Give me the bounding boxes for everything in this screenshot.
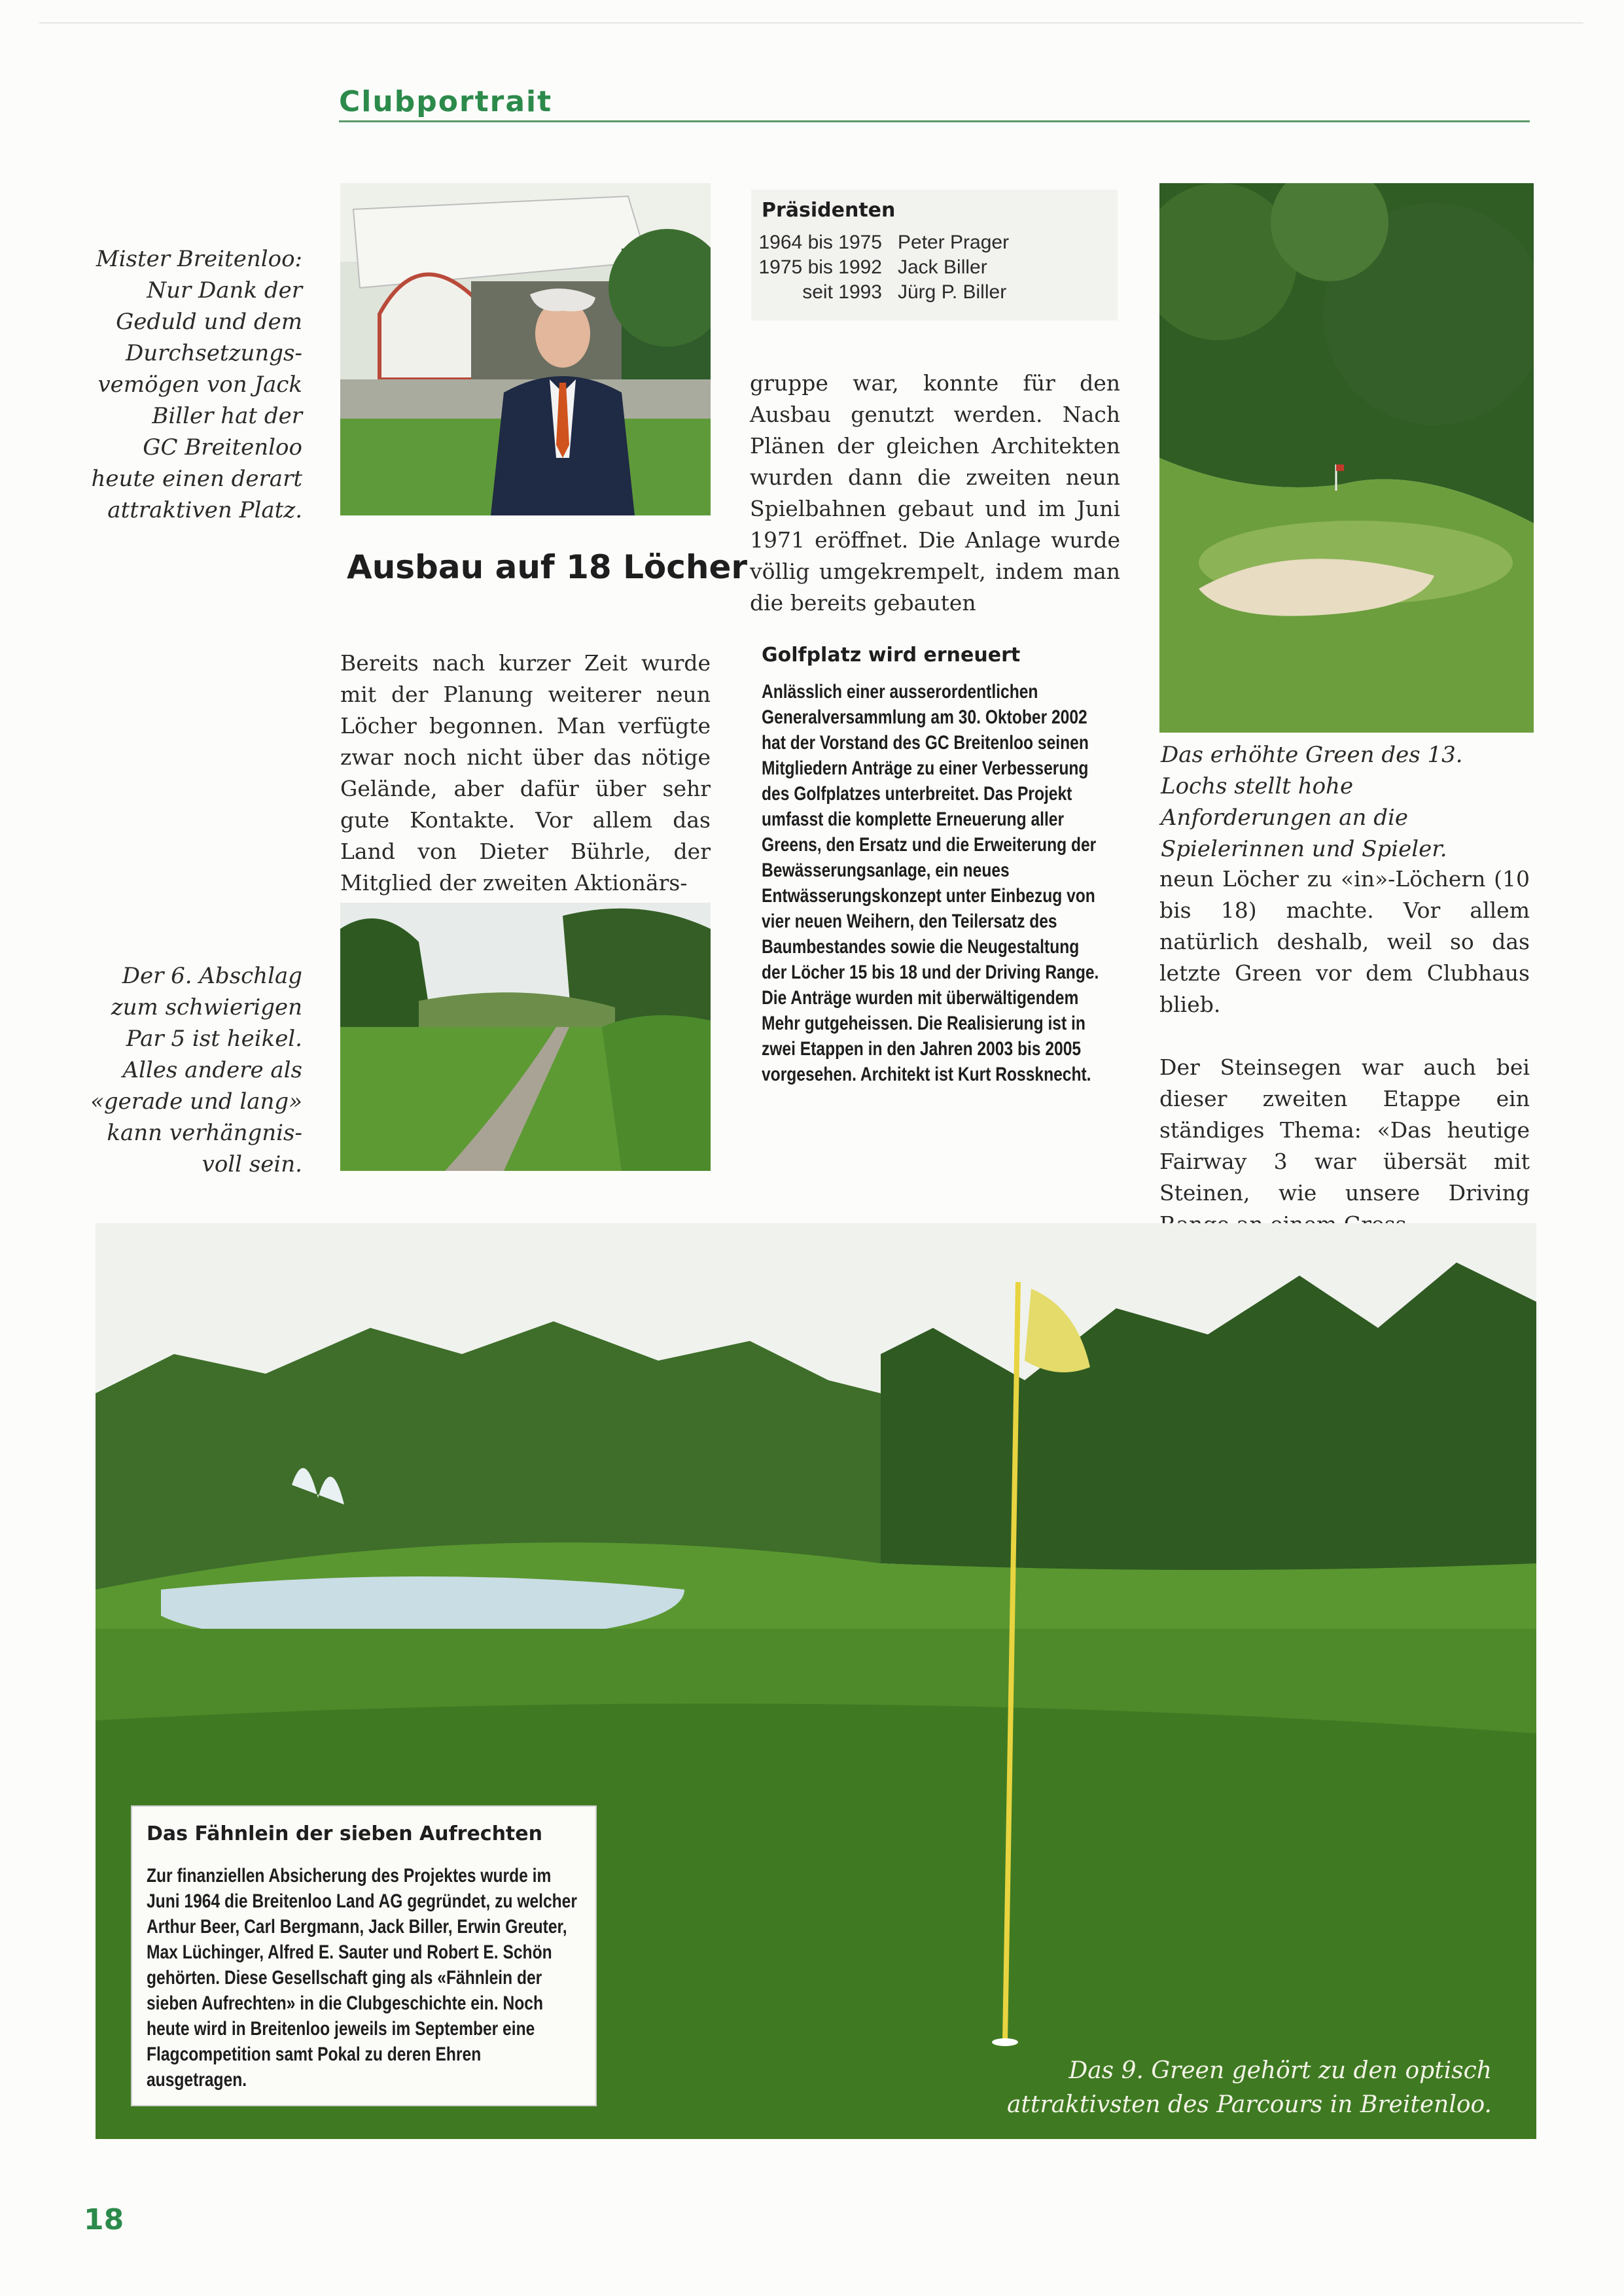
president-row	[751, 280, 1118, 305]
top-rule	[39, 22, 1583, 24]
golfplatz-text: Anlässlich einer ausserordentlichen Generalversammlung am 30. Oktober 2002 hat der Vorstand des GC Breitenloo seinen Mitgliedern Anträge zu einer Verbesserung des Golfplatzes unterbreitet. Das Projekt umfasst die komplette Erneuerung aller Greens, den Ersatz und die Erweiterung der Bewässerungsanlage, ein neues Entwässerungskonzept unter Einbezug von vier neuen Weihern, den Teilersatz des Baumbestandes sowie die Neugestaltung der Löcher 15 bis 18 und der Driving Range. Die Anträge wurden mit überwältigendem Mehr gutgeheissen. Die Realisierung ist in zwei Etappen in den Jahren 2003 bis 2005 vorgesehen. Architekt ist Kurt Rossknecht.	[762, 681, 1099, 1085]
president-name: Jürg P. Biller	[898, 281, 1007, 303]
column-1-text	[340, 648, 711, 899]
faehnlein-box	[131, 1805, 597, 2106]
golfplatz-title: Golfplatz wird erneuert	[762, 644, 1021, 667]
president-years: 1975 bis 1992	[758, 256, 882, 278]
president-years: seit 1993	[802, 281, 882, 303]
section-rule	[339, 120, 1530, 122]
faehnlein-title: Das Fähnlein der sieben Aufrechten	[147, 1822, 542, 1845]
caption-abschlag: Der 6. Abschlag zum schwierigen Par 5 ist heikel. Alles andere als «gerade und lang» kann verhängnis- voll sein.	[90, 963, 302, 1177]
column-2-text	[750, 368, 1120, 619]
golfplatz-box	[751, 635, 1118, 1171]
president-row	[751, 255, 1118, 280]
column-3-text	[1159, 863, 1530, 1240]
president-name: Peter Prager	[898, 232, 1010, 253]
caption-mister-breitenloo: Mister Breitenloo: Nur Dank der Geduld und dem Durchsetzungs- vemögen von Jack Biller hat der GC Breitenloo heute einen derart attraktiven Platz.	[91, 246, 302, 523]
president-years: 1964 bis 1975	[758, 232, 882, 253]
headline: Ausbau auf 18 Löcher	[347, 548, 748, 586]
page-number: 18	[84, 2203, 124, 2236]
caption-green-9: Das 9. Green gehört zu den optisch attraktivsten des Parcours in Breitenloo.	[1006, 2057, 1492, 2118]
photo-clubhouse-portrait	[340, 183, 711, 515]
caption-green-13: Das erhöhte Green des 13. Lochs stellt hohe Anforderungen an die Spielerinnen und Spieler.	[1161, 742, 1463, 862]
presidents-box	[751, 190, 1118, 321]
paragraph: Der Steinsegen war auch bei dieser zweiten Etappe ein ständiges Thema: «Das heutige Fairway 3 war übersät mit Steinen, wie unsere Driving	[1159, 1054, 1530, 1206]
faehnlein-text: Zur finanziellen Absicherung des Projektes wurde im Juni 1964 die Breitenloo Land AG gegründet, zu welcher Arthur Beer, Carl Bergmann, Jack Biller, Erwin Greuter, Max Lüchinger, Alfred E. Sauter und Robert E. Schön gehörten. Diese Gesellschaft ging als «Fähnlein der sieben Aufrechten» in die Clubgeschichte ein. Noch heute wird in Breitenloo jeweils im September eine Flagcompetition samt Pokal zu deren Ehren ausgetragen.	[147, 1865, 577, 2091]
paragraph: gruppe war, konnte für den Ausbau genutzt werden. Nach Plänen der gleichen Architekten wurden dann die zweiten neun Spielbahnen gebaut und im Juni 1971 eröffnet. Die Anlage wurde völlig umgekrempelt, indem man die bereits gebauten	[750, 370, 1120, 616]
photo-green-13	[1159, 183, 1534, 733]
presidents-list	[751, 230, 1118, 305]
president-row	[751, 230, 1118, 255]
paragraph: Bereits nach kurzer Zeit wurde mit der Planung weiterer neun Löcher begonnen. Man verfügte zwar noch nicht über das nötige Gelände, aber dafür über sehr gute Kontakte. Vor allem das Land von Dieter Bührle, der Mitglied der zweiten Aktionärs-	[340, 650, 711, 896]
president-name: Jack Biller	[898, 256, 987, 278]
section-title: Clubportrait	[339, 85, 553, 118]
photo-fairway-path	[340, 903, 711, 1171]
presidents-title: Präsidenten	[762, 199, 896, 222]
paragraph: neun Löcher zu «in»-Löchern (10 bis 18) machte. Vor allem natürlich deshalb, weil so das letzte Green vor dem Clubhaus blieb.	[1159, 866, 1530, 1017]
